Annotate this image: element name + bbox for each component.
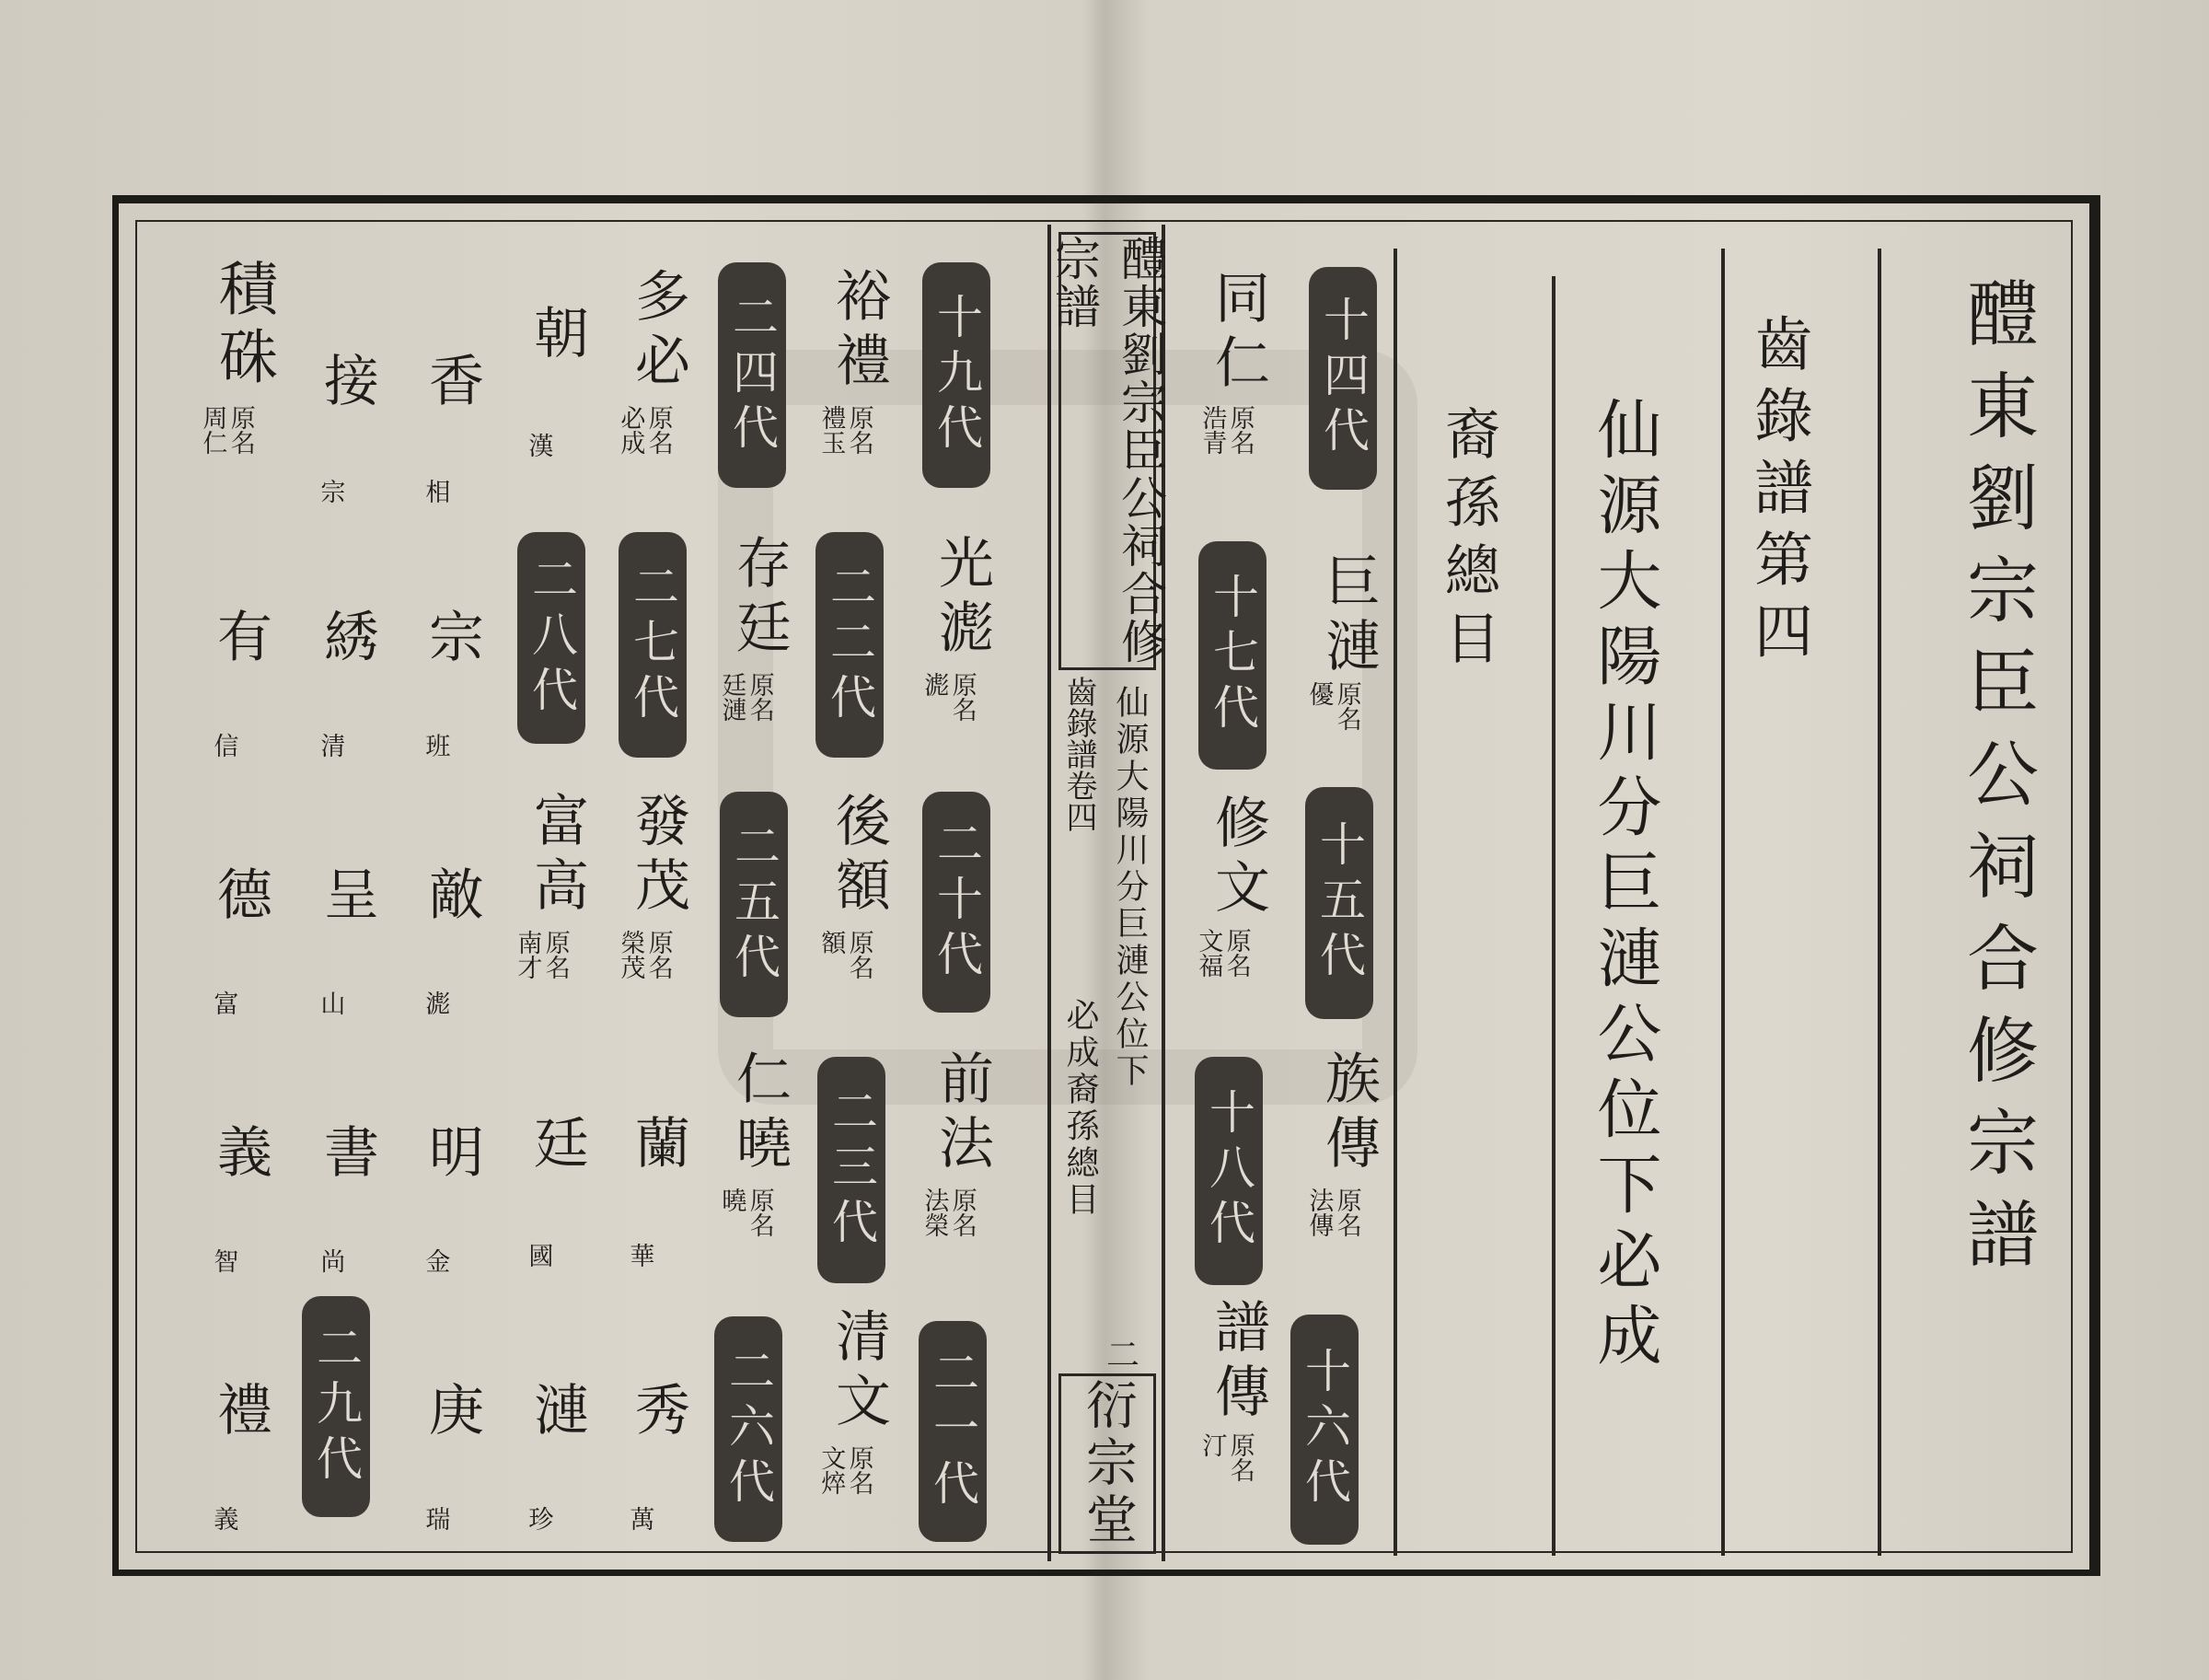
spine-lineage: 仙源大陽川分巨漣公位下 [1111, 685, 1149, 1090]
person-name: 敵 [420, 865, 484, 930]
column-divider [1721, 249, 1725, 1556]
original-name: 智 [209, 1248, 238, 1273]
spine-title: 醴東劉宗臣公祠合修宗譜 [1047, 235, 1167, 666]
original-name: 原名 文焠 [816, 1445, 873, 1495]
column-divider [1394, 249, 1397, 1556]
chapter-title: 齒錄譜第四 [1744, 313, 1812, 672]
original-name: 尚 [316, 1248, 345, 1273]
column-divider [1552, 276, 1556, 1556]
person-name: 香 [420, 352, 484, 416]
section-title: 裔孫總目 [1436, 405, 1500, 678]
original-name: 原名 文福 [1194, 928, 1251, 978]
person-name: 明 [420, 1123, 484, 1188]
person-name: 禮 [208, 1381, 272, 1445]
person-name: 族傳 [1316, 1049, 1381, 1178]
original-name: 清 [316, 733, 345, 758]
section-column [1436, 405, 1500, 678]
person-name: 書 [315, 1123, 379, 1188]
person-name: 譜傳 [1206, 1298, 1270, 1427]
original-name: 原名 必成 [616, 405, 673, 455]
person-name: 廷 [525, 1114, 589, 1178]
original-name: 原名 浩青 [1197, 405, 1255, 455]
original-name: 相 [421, 479, 450, 504]
person-name: 宗 [420, 608, 484, 672]
person-name: 有 [208, 608, 272, 672]
original-name: 信 [209, 733, 238, 758]
generation-badge: 十七代 [1198, 541, 1266, 770]
original-name: 瑞 [421, 1506, 450, 1531]
original-name: 富 [209, 991, 238, 1015]
person-name: 前法 [930, 1049, 994, 1178]
original-name: 華 [625, 1243, 654, 1268]
generation-badge: 二七代 [619, 532, 687, 758]
hall-name-box [1058, 1373, 1156, 1554]
person-name: 多必 [626, 267, 690, 396]
column-divider [1878, 249, 1881, 1556]
spine-section: 必成裔孫總目 [1061, 998, 1099, 1219]
generation-badge: 二六代 [714, 1316, 782, 1542]
person-name: 巨漣 [1316, 552, 1381, 681]
person-name: 發茂 [626, 792, 690, 921]
person-name: 接 [315, 352, 379, 416]
generation-badge: 二三代 [817, 1057, 885, 1283]
generation-badge: 二一代 [919, 1321, 987, 1542]
person-name: 同仁 [1206, 269, 1270, 398]
person-name: 德 [208, 865, 272, 930]
generation-badge: 十五代 [1305, 787, 1373, 1019]
person-name: 裕禮 [827, 267, 891, 396]
original-name: 山 [316, 991, 345, 1015]
person-name: 光滮 [930, 534, 994, 663]
person-name: 修文 [1206, 794, 1270, 922]
person-name: 綉 [315, 608, 379, 672]
original-name: 義 [209, 1506, 238, 1531]
generation-badge: 二八代 [517, 532, 585, 744]
person-name: 庚 [420, 1381, 484, 1445]
original-name: 原名 汀 [1197, 1432, 1255, 1482]
original-name: 原名 法榮 [919, 1188, 977, 1237]
generation-badge: 二十代 [922, 792, 990, 1013]
original-name: 滮 [421, 991, 450, 1015]
person-name: 朝 [525, 304, 589, 368]
original-name: 原名 法傳 [1304, 1188, 1361, 1237]
original-name: 原名 曉 [717, 1188, 774, 1237]
branch-column [1587, 396, 1662, 1377]
spine-volume: 齒錄譜卷四 [1060, 676, 1097, 832]
branch-line: 仙源大陽川分巨漣公位下必成 [1587, 396, 1662, 1377]
generation-badge: 十八代 [1195, 1057, 1263, 1285]
person-name: 後額 [827, 792, 891, 921]
book-title-column [1955, 276, 2038, 1289]
original-name: 原名 榮茂 [616, 930, 673, 979]
original-name: 原名 周仁 [198, 405, 255, 455]
original-name: 金 [421, 1248, 450, 1273]
original-name: 原名 南才 [513, 930, 570, 979]
generation-badge: 二四代 [718, 262, 786, 488]
generation-badge: 十六代 [1290, 1315, 1359, 1545]
original-name: 班 [421, 733, 450, 758]
chapter-column [1744, 313, 1812, 672]
person-name: 蘭 [626, 1114, 690, 1178]
generation-badge: 二五代 [720, 792, 788, 1017]
person-name: 秀 [626, 1381, 690, 1445]
original-name: 萬 [625, 1506, 654, 1531]
original-name: 國 [524, 1243, 553, 1268]
person-name: 漣 [525, 1381, 589, 1445]
book-spine [1047, 225, 1165, 1561]
person-name: 積硃 [209, 258, 277, 394]
generation-badge: 二二代 [815, 532, 884, 758]
book-title: 醴東劉宗臣公祠合修宗譜 [1955, 276, 2038, 1289]
page-number: 二 [1106, 1337, 1140, 1374]
person-name: 清文 [827, 1307, 891, 1436]
original-name: 原名 優 [1304, 681, 1361, 731]
generation-badge: 十九代 [922, 262, 990, 488]
original-name: 原名 額 [816, 930, 873, 979]
original-name: 原名 廷漣 [717, 672, 774, 722]
person-name: 存廷 [727, 534, 792, 663]
original-name: 原名 滮 [919, 672, 977, 722]
spine-title-box [1047, 232, 1167, 670]
person-name: 義 [208, 1123, 272, 1188]
person-name: 仁曉 [727, 1049, 792, 1178]
original-name: 宗 [316, 479, 345, 504]
person-name: 呈 [315, 865, 379, 930]
original-name: 珍 [524, 1506, 553, 1531]
original-name: 原名 禮玉 [816, 405, 873, 455]
generation-badge: 二九代 [302, 1296, 370, 1517]
original-name: 漢 [524, 433, 553, 458]
hall-name: 衍宗堂 [1078, 1378, 1138, 1549]
generation-badge: 十四代 [1309, 267, 1377, 490]
person-name: 富高 [525, 792, 589, 921]
